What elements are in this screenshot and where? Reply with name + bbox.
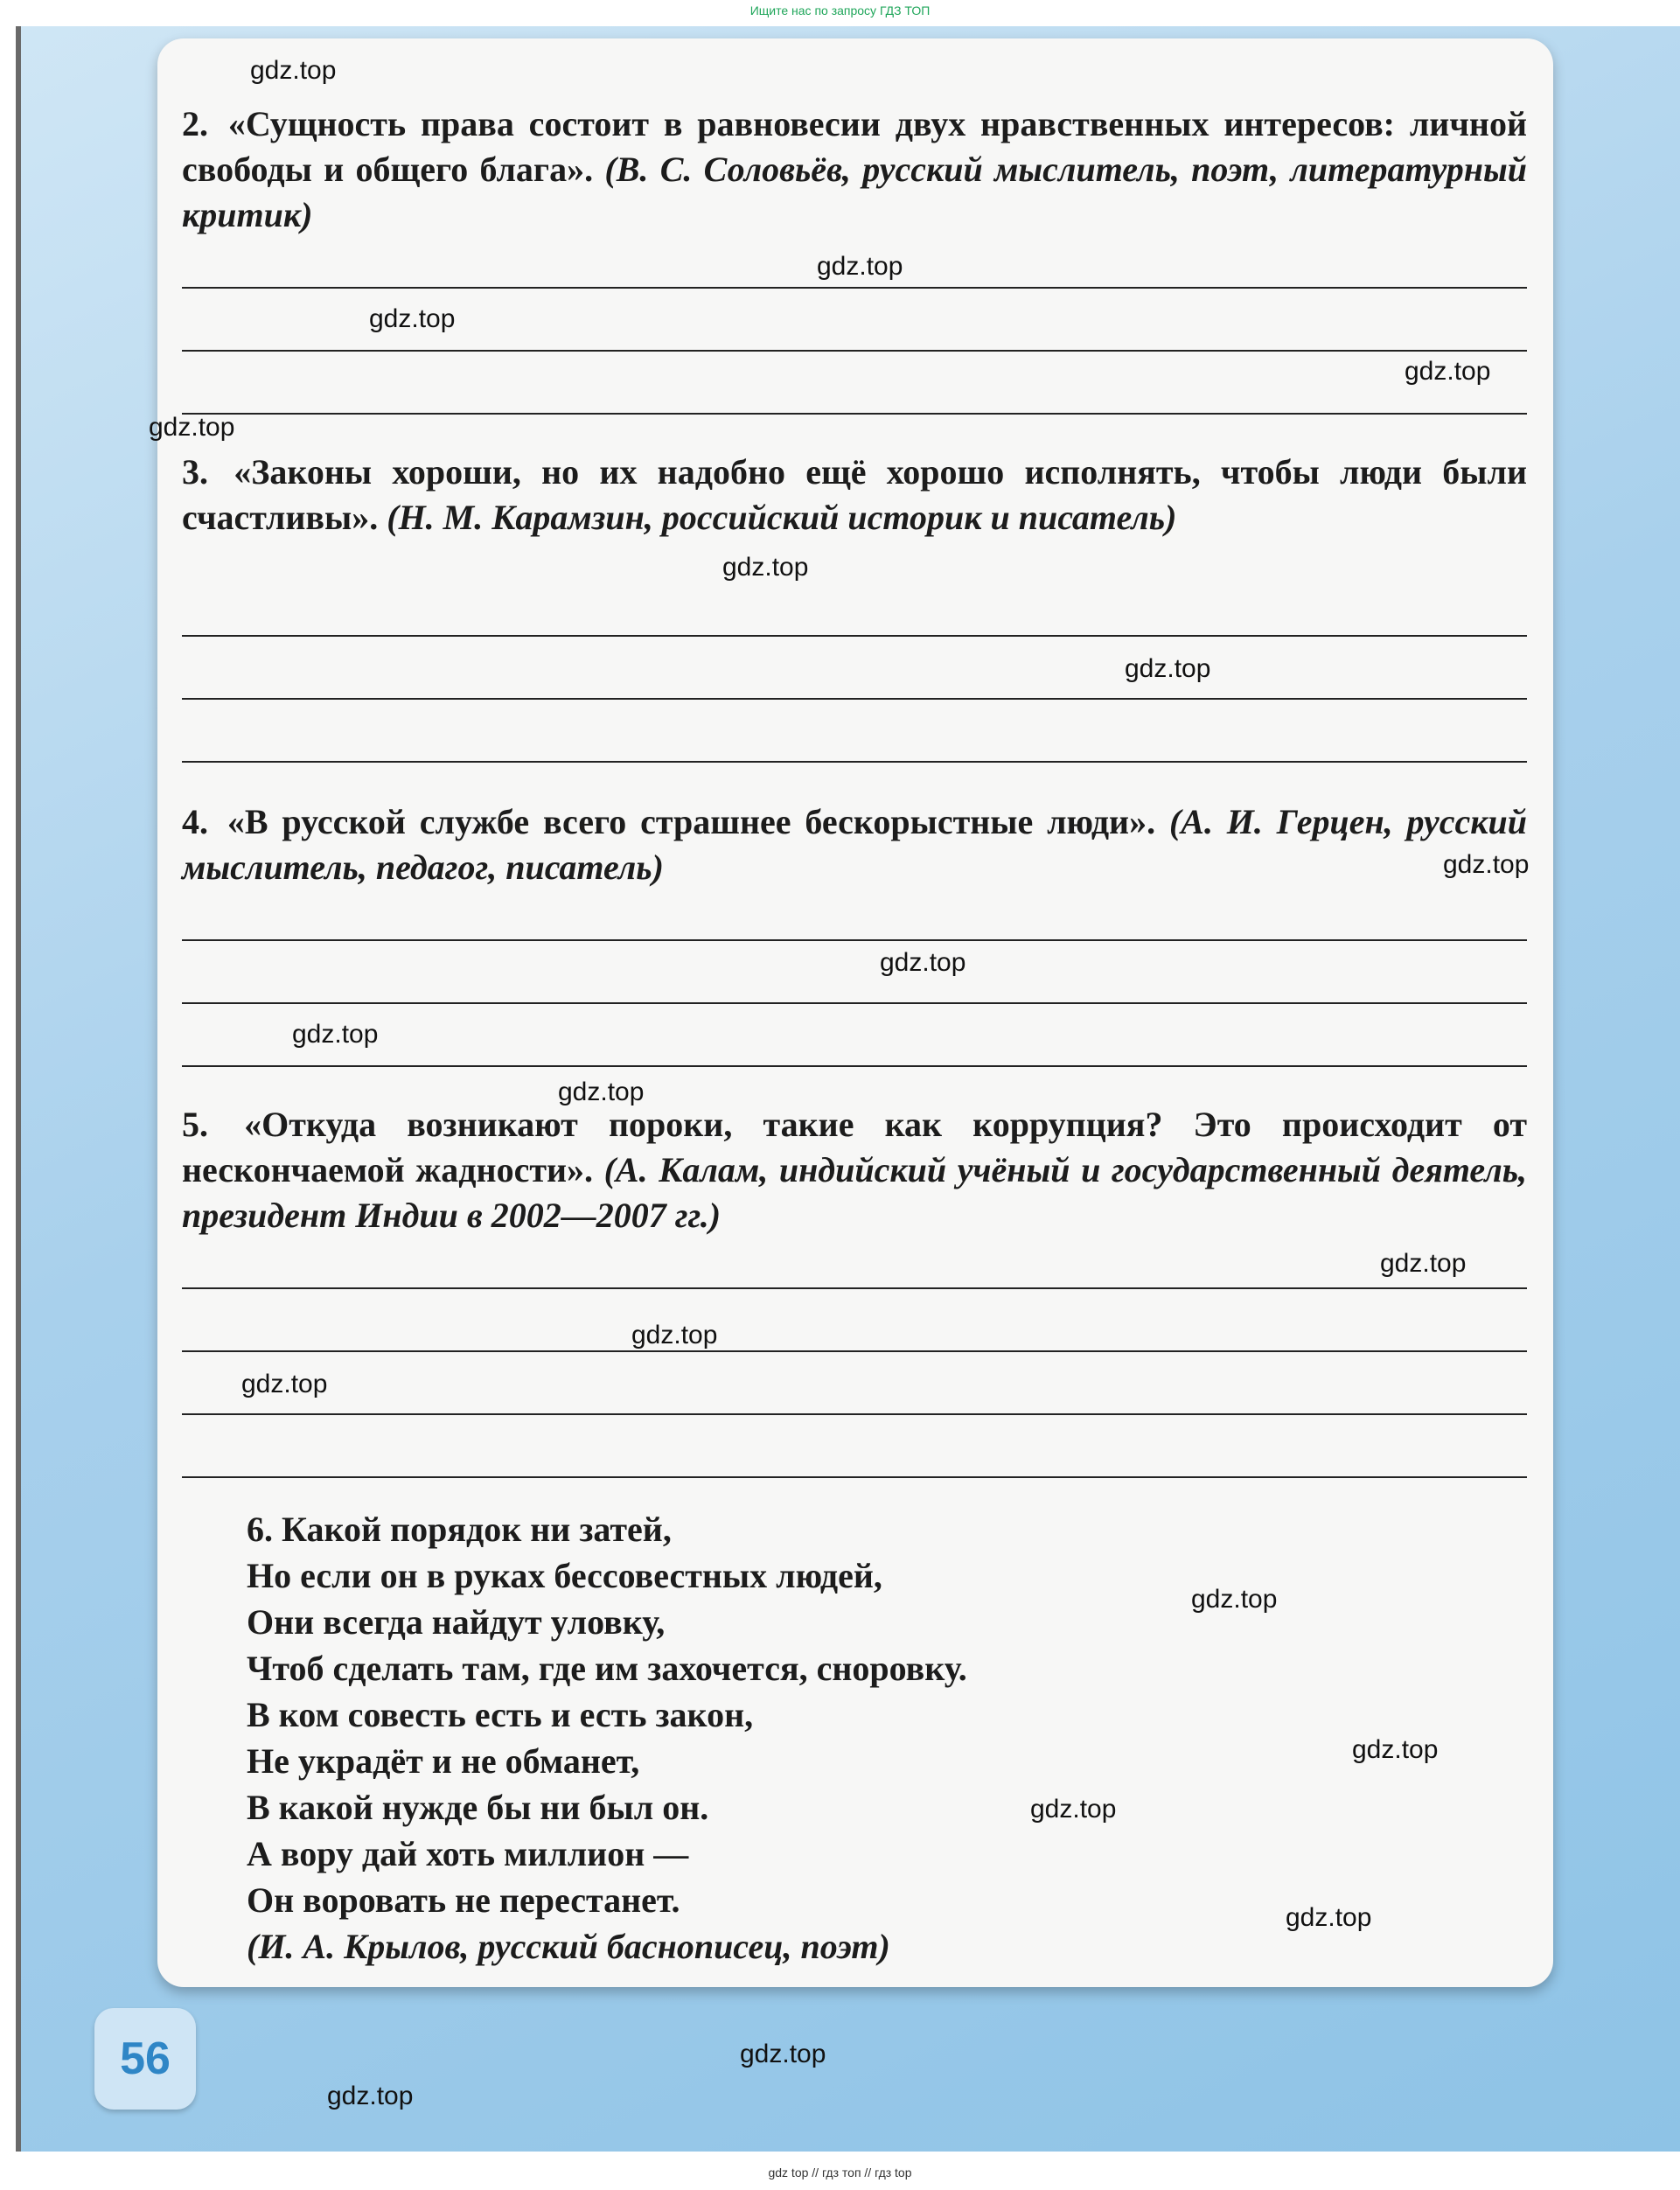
page-number: 56 [94, 2008, 196, 2110]
quote-text: «Сущность права состоит в равновесии двух нравственных интересов: личной свободы и общего блага». [182, 104, 1527, 189]
watermark-text: gdz.top [369, 304, 456, 333]
watermark-text: gdz.top [292, 1020, 379, 1049]
poem-line: Не украдёт и не обманет, [247, 1741, 640, 1781]
watermark-text: gdz.top [558, 1078, 645, 1106]
answer-lines-3[interactable] [182, 635, 1527, 824]
answer-line[interactable] [182, 698, 1527, 700]
watermark-text: gdz.top [1443, 850, 1530, 879]
quote-text: «Законы хороши, но их надобно ещё хорошо исполнять, чтобы люди были счастливы». [182, 452, 1528, 537]
quote-author: (А. Калам, индийский учёный и государственный деятель, президент Индии в 2002—2007 гг.) [182, 1150, 1527, 1235]
watermark-text: gdz.top [1405, 357, 1491, 386]
quote-text: «В русской службе всего страшнее бескорыстные люди». [227, 802, 1156, 841]
poem-line: Он воровать не перестанет. [247, 1880, 680, 1920]
watermark-text: gdz.top [327, 2082, 414, 2110]
answer-line[interactable] [182, 1002, 1527, 1004]
top-banner: Ищите нас по запросу ГДЗ ТОП [749, 3, 931, 17]
answer-line[interactable] [182, 939, 1527, 941]
question-3 [182, 450, 1527, 541]
answer-line[interactable] [182, 287, 1527, 289]
binding-edge [16, 26, 21, 2152]
poem-line: А вору дай хоть миллион — [247, 1834, 689, 1873]
watermark-text: gdz.top [1030, 1795, 1117, 1824]
watermark-text: gdz.top [1191, 1585, 1278, 1614]
question-number: 6. [247, 1510, 273, 1549]
quote-author: (В. С. Соловьёв, русский мыслитель, поэт, литературный критик) [182, 150, 1528, 234]
answer-line[interactable] [182, 1413, 1527, 1415]
quote-author: (А. И. Герцен, русский мыслитель, педагог, писатель) [182, 802, 1528, 887]
question-number: 5. [182, 1105, 208, 1144]
watermark-text: gdz.top [1125, 654, 1211, 683]
watermark-text: gdz.top [817, 252, 903, 281]
poem-author: (И. А. Крылов, русский баснописец, поэт) [247, 1927, 890, 1966]
watermark-text: gdz.top [149, 413, 235, 442]
question-5 [182, 1102, 1527, 1238]
poem-line: В ком совесть есть и есть закон, [247, 1695, 754, 1734]
poem-line: Но если он в руках бессовестных людей, [247, 1556, 882, 1595]
answer-lines-4[interactable] [182, 939, 1527, 1128]
question-number: 4. [182, 802, 208, 841]
poem-line: Чтоб сделать там, где им захочется, сноровку. [247, 1649, 967, 1688]
answer-line[interactable] [182, 350, 1527, 352]
watermark-text: gdz.top [1380, 1249, 1467, 1278]
answer-line[interactable] [182, 1065, 1527, 1067]
answer-line[interactable] [182, 413, 1527, 415]
bottom-banner: gdz top // гдз топ // гдз top [768, 2166, 912, 2180]
quote-author: (Н. М. Карамзин, российский историк и писатель) [387, 498, 1177, 537]
poem-line: В какой нужде бы ни был он. [247, 1788, 709, 1827]
question-4 [182, 799, 1530, 890]
quote-text: «Откуда возникают пороки, такие как коррупция? Это происходит от нескончаемой жадности». [182, 1105, 1527, 1189]
watermark-text: gdz.top [250, 56, 337, 85]
answer-line[interactable] [182, 1476, 1527, 1478]
watermark-text: gdz.top [722, 553, 809, 582]
watermark-text: gdz.top [241, 1370, 328, 1398]
question-number: 3. [182, 452, 208, 492]
poem-line: 6. Какой порядок ни затей, [247, 1510, 672, 1549]
question-number: 2. [182, 104, 208, 143]
question-6-poem [247, 1506, 1384, 1970]
answer-line[interactable] [182, 635, 1527, 637]
poem-line: Они всегда найдут уловку, [247, 1602, 666, 1642]
watermark-text: gdz.top [1286, 1903, 1372, 1932]
answer-line[interactable] [182, 1287, 1527, 1289]
watermark-text: gdz.top [631, 1321, 718, 1350]
question-2 [182, 101, 1527, 238]
watermark-text: gdz.top [740, 2040, 826, 2068]
answer-lines-5[interactable] [182, 1287, 1527, 1539]
answer-line[interactable] [182, 761, 1527, 763]
watermark-text: gdz.top [1352, 1735, 1439, 1764]
watermark-text: gdz.top [880, 948, 966, 977]
answer-line[interactable] [182, 1350, 1527, 1352]
